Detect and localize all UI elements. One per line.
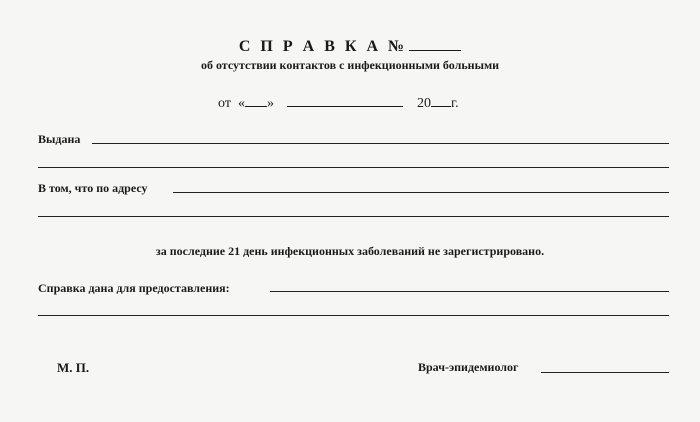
signer-label: Врач-эпидемиолог bbox=[418, 360, 519, 374]
purpose-label: Справка дана для предоставления: bbox=[38, 281, 230, 295]
date-prefix: от bbox=[218, 96, 231, 111]
date-close-quote: » bbox=[266, 96, 274, 111]
issued-to-label: Выдана bbox=[38, 132, 81, 146]
document-subtitle: об отсутствии контактов с инфекционными больными bbox=[200, 58, 500, 72]
address-field-line-2[interactable] bbox=[38, 216, 669, 217]
document-title bbox=[0, 36, 700, 56]
title-text: С П Р А В К А № bbox=[238, 38, 408, 55]
purpose-field[interactable] bbox=[270, 291, 669, 292]
issued-to-field-line-2[interactable] bbox=[38, 167, 669, 168]
issued-to-field[interactable] bbox=[92, 143, 669, 144]
statement-text: за последние 21 день инфекционных заболеваний не зарегистрировано. bbox=[155, 244, 545, 258]
year-field[interactable] bbox=[431, 94, 451, 107]
signature-field[interactable] bbox=[541, 372, 669, 373]
purpose-field-line-2[interactable] bbox=[38, 315, 669, 316]
year-suffix: г. bbox=[450, 96, 459, 111]
certificate-number-field[interactable] bbox=[409, 36, 461, 51]
year-prefix: 20 bbox=[416, 96, 431, 111]
day-field[interactable] bbox=[245, 94, 267, 107]
address-label: В том, что по адресу bbox=[38, 181, 148, 195]
date-line bbox=[218, 94, 459, 112]
date-open-quote: « bbox=[237, 96, 245, 111]
month-field[interactable] bbox=[287, 94, 403, 107]
address-field[interactable] bbox=[173, 192, 669, 193]
stamp-label: М. П. bbox=[57, 360, 90, 375]
